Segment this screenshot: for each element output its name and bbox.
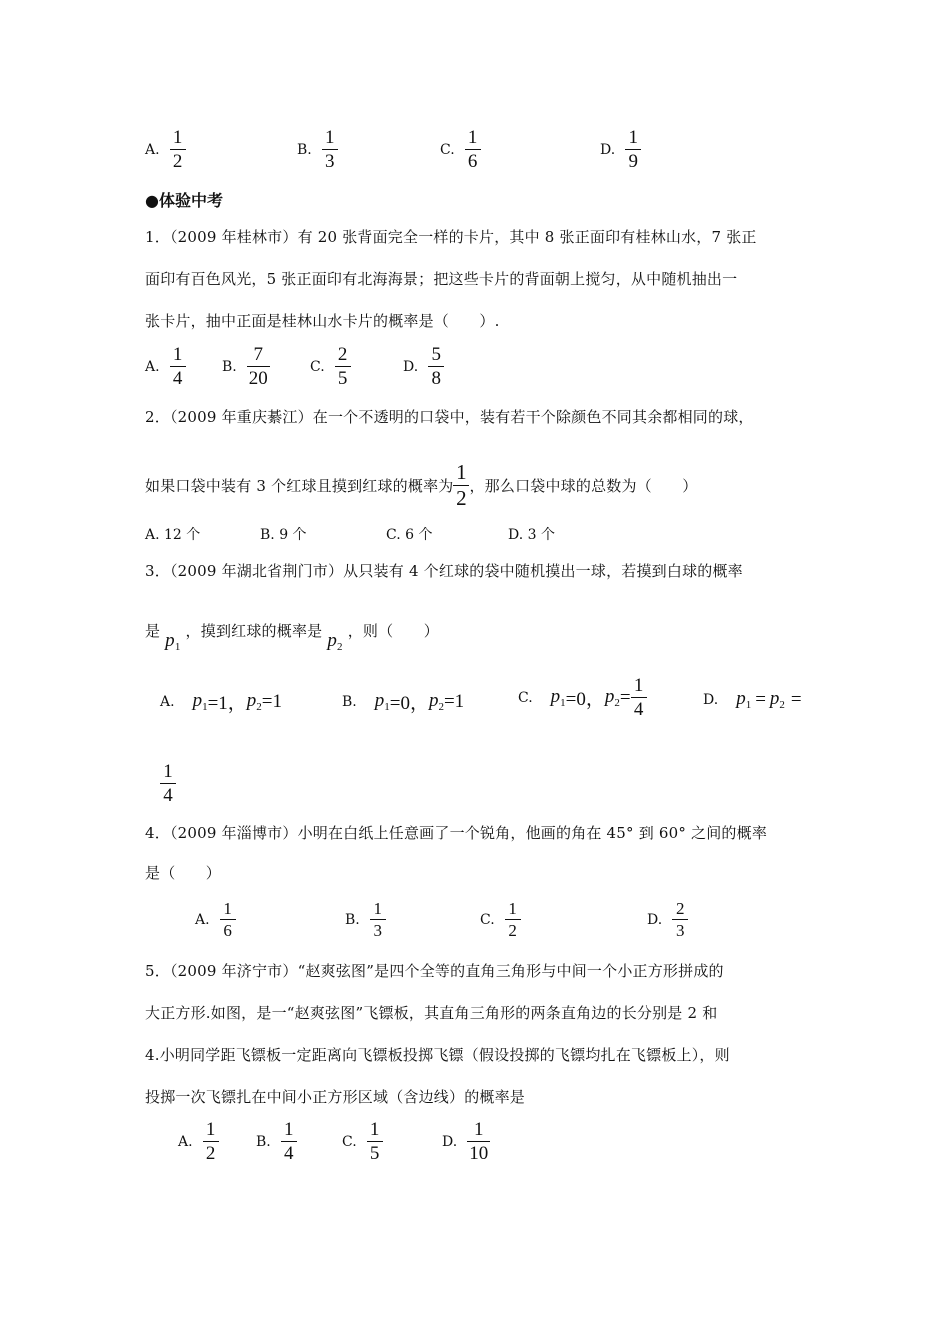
q3-option-d: [703, 688, 802, 711]
q3-option-d-fraction: [160, 762, 176, 805]
numerator: 1: [163, 761, 173, 782]
q2-line-2-text: 如果口袋中装有 3 个红球且摸到红球的概率为: [145, 477, 454, 495]
p-variable: p: [428, 690, 439, 711]
p2-symbol: [770, 688, 785, 711]
p2-symbol: [247, 690, 262, 713]
numerator: 1: [373, 899, 382, 918]
option-label: C.: [342, 1133, 357, 1150]
q3-option-c: [518, 676, 647, 719]
p-variable: p: [769, 688, 780, 709]
numerator: 1: [205, 1119, 216, 1140]
p-variable: p: [374, 690, 385, 711]
q3-option-b: [342, 688, 464, 715]
q1-option-a: [145, 345, 186, 388]
option-label: C.: [440, 141, 455, 158]
p-variable: p: [246, 690, 257, 711]
q1-line-1: 1．（2009 年桂林市）有 20 张背面完全一样的卡片，其中 8 张正面印有桂林山水，7 张正: [145, 228, 757, 246]
numerator: 2: [337, 344, 348, 365]
numerator: 1: [284, 1119, 294, 1140]
fraction: [160, 762, 176, 805]
p1-symbol: [736, 688, 751, 711]
option-label: A.: [145, 141, 160, 158]
p-variable: p: [165, 630, 175, 651]
math-text: =: [755, 688, 766, 710]
fraction: [672, 900, 688, 939]
section-heading: ●体验中考: [145, 191, 223, 210]
q3-line-2: [145, 620, 439, 653]
p-variable: p: [550, 686, 561, 707]
fraction: [465, 128, 481, 171]
math-text: =: [619, 686, 631, 708]
denominator: 4: [631, 697, 647, 719]
p1-symbol: [551, 686, 566, 709]
q1-option-d: [403, 345, 444, 388]
denominator: 9: [625, 149, 641, 171]
option-label: B.: [342, 693, 357, 710]
denominator: 4: [170, 366, 186, 388]
denominator: 3: [322, 149, 338, 171]
q3-option-a: [160, 688, 282, 715]
denominator: 6: [220, 919, 236, 939]
q4-option-c: [480, 900, 521, 939]
denominator: 8: [428, 366, 444, 388]
numerator: 1: [467, 127, 478, 148]
p2-symbol: [605, 686, 620, 709]
fraction: [505, 900, 521, 939]
q5-line-1: 5．（2009 年济宁市）“赵爽弦图”是四个全等的直角三角形与中间一个小正方形拼成的: [145, 962, 724, 980]
fraction: [367, 1120, 383, 1163]
option-label: C.: [480, 911, 495, 928]
q5-line-2: 大正方形.如图，是一“赵爽弦图”飞镖板，其直角三角形的两条直角边的长分别是 2 和: [145, 1004, 718, 1022]
p1-symbol: [375, 690, 390, 713]
q4-option-b: [345, 900, 386, 939]
math-text: =0，: [565, 689, 605, 710]
denominator: 4: [281, 1141, 297, 1163]
q4-line-1: 4．（2009 年淄博市）小明在白纸上任意画了一个锐角，他画的角在 45° 到 60° 之间的概率: [145, 824, 768, 842]
numerator: 1: [473, 1119, 484, 1140]
fraction: [428, 345, 444, 388]
p-variable: p: [327, 630, 338, 651]
option-label: A.: [160, 693, 175, 710]
math-text: =1: [261, 690, 282, 712]
numerator: 1: [628, 127, 638, 148]
denominator: 4: [160, 783, 176, 805]
subscript: 2: [614, 697, 620, 709]
fraction: [247, 345, 270, 388]
denominator: 2: [453, 485, 469, 509]
q2-line-1: 2．（2009 年重庆綦江）在一个不透明的口袋中，装有若干个除颜色不同其余都相同的球，: [145, 408, 754, 426]
option-label: D.: [600, 141, 616, 158]
q5-line-4: 投掷一次飞镖扎在中间小正方形区域（含边线）的概率是: [145, 1088, 526, 1106]
q4-option-a: [195, 900, 236, 939]
numerator: 1: [223, 899, 232, 918]
numerator: 1: [172, 344, 183, 365]
fraction: [335, 345, 351, 388]
q5-option-c: [342, 1120, 383, 1163]
fraction: [281, 1120, 297, 1163]
option-label: B.: [222, 358, 237, 375]
denominator: 2: [505, 919, 521, 939]
q2-option-c: C. 6 个: [386, 527, 433, 543]
p1-symbol: [165, 630, 180, 651]
numerator: 1: [508, 899, 517, 918]
q2-option-b: B. 9 个: [260, 527, 307, 543]
subscript: 1: [384, 701, 390, 713]
q3-line-1: 3．（2009 年湖北省荆门市）从只装有 4 个红球的袋中随机摸出一球，若摸到白球的概率: [145, 562, 743, 580]
fraction: [322, 128, 338, 171]
subscript: 1: [745, 699, 752, 711]
p1-symbol: [193, 690, 208, 713]
subscript: 2: [337, 641, 343, 653]
denominator: 2: [170, 149, 186, 171]
q4-line-2: 是（ ）: [145, 864, 222, 882]
denominator: 5: [367, 1141, 383, 1163]
option-label: D.: [647, 911, 663, 928]
subscript: 2: [779, 699, 785, 711]
denominator: 5: [335, 366, 351, 388]
fraction: [170, 128, 186, 171]
denominator: 3: [370, 919, 386, 939]
fraction: [370, 900, 386, 939]
denominator: 3: [672, 919, 688, 939]
numerator: 1: [456, 460, 467, 484]
subscript: 1: [174, 641, 181, 653]
numerator: 1: [325, 127, 335, 148]
numerator: 7: [253, 344, 263, 365]
q4-option-d: [647, 900, 688, 939]
subscript: 1: [202, 701, 208, 713]
q3-line-2-tail: ，则（ ）: [347, 622, 439, 640]
q2-option-a: A. 12 个: [145, 527, 201, 543]
option-label: C.: [518, 689, 533, 706]
numerator: 5: [431, 344, 441, 365]
q2-line-2-tail: ，那么口袋中球的总数为（ ）: [469, 477, 698, 495]
option-label: B.: [297, 141, 312, 158]
p-variable: p: [604, 686, 615, 707]
fraction: [453, 462, 469, 509]
q1-line-3: 张卡片，抽中正面是桂林山水卡片的概率是（ ）.: [145, 312, 500, 330]
fraction: [203, 1120, 219, 1163]
subscript: 2: [256, 701, 262, 713]
p-variable: p: [736, 688, 746, 709]
math-text: =1，: [207, 693, 247, 714]
fraction: [220, 900, 236, 939]
numerator: 1: [369, 1119, 380, 1140]
q2-option-d: D. 3 个: [508, 527, 555, 543]
q5-option-a: [178, 1120, 219, 1163]
top-option-a: [145, 128, 186, 171]
numerator: 2: [675, 899, 685, 918]
q5-line-3: 4.小明同学距飞镖板一定距离向飞镖板投掷飞镖（假设投掷的飞镖均扎在飞镖板上），则: [145, 1046, 730, 1064]
option-label: B.: [256, 1133, 271, 1150]
q1-option-b: [222, 345, 270, 388]
option-label: A.: [145, 358, 160, 375]
q2-line-2: [145, 462, 698, 509]
q3-line-2-mid: ，摸到红球的概率是: [185, 622, 323, 640]
option-label: A.: [178, 1133, 193, 1150]
math-text: =1: [443, 690, 465, 712]
p-variable: p: [192, 690, 203, 711]
fraction: [625, 128, 641, 171]
math-text: =0，: [389, 693, 429, 714]
denominator: 6: [465, 149, 481, 171]
denominator: 10: [469, 1143, 489, 1164]
q5-option-d: [442, 1120, 490, 1163]
p2-symbol: [429, 690, 444, 713]
q1-option-c: [310, 345, 351, 388]
fraction: [631, 676, 647, 719]
option-label: D.: [442, 1133, 458, 1150]
option-label: D.: [703, 691, 719, 708]
subscript: 2: [438, 701, 444, 713]
option-label: B.: [345, 911, 360, 928]
p2-symbol: [327, 630, 342, 651]
q5-option-b: [256, 1120, 297, 1163]
numerator: 1: [633, 675, 644, 696]
subscript: 1: [560, 697, 566, 709]
fraction: [467, 1120, 490, 1163]
top-option-b: [297, 128, 338, 171]
q1-line-2: 面印有百色风光，5 张正面印有北海海景；把这些卡片的背面朝上搅匀，从中随机抽出一: [145, 270, 738, 288]
denominator: 20: [248, 368, 268, 389]
numerator: 1: [172, 127, 183, 148]
fraction: [170, 345, 186, 388]
option-label: A.: [195, 911, 210, 928]
option-label: D.: [403, 358, 419, 375]
denominator: 2: [203, 1141, 219, 1163]
q3-line-2-text: 是: [145, 622, 161, 640]
top-option-c: [440, 128, 481, 171]
option-label: C.: [310, 358, 325, 375]
math-text: =: [790, 688, 802, 710]
top-option-d: [600, 128, 641, 171]
